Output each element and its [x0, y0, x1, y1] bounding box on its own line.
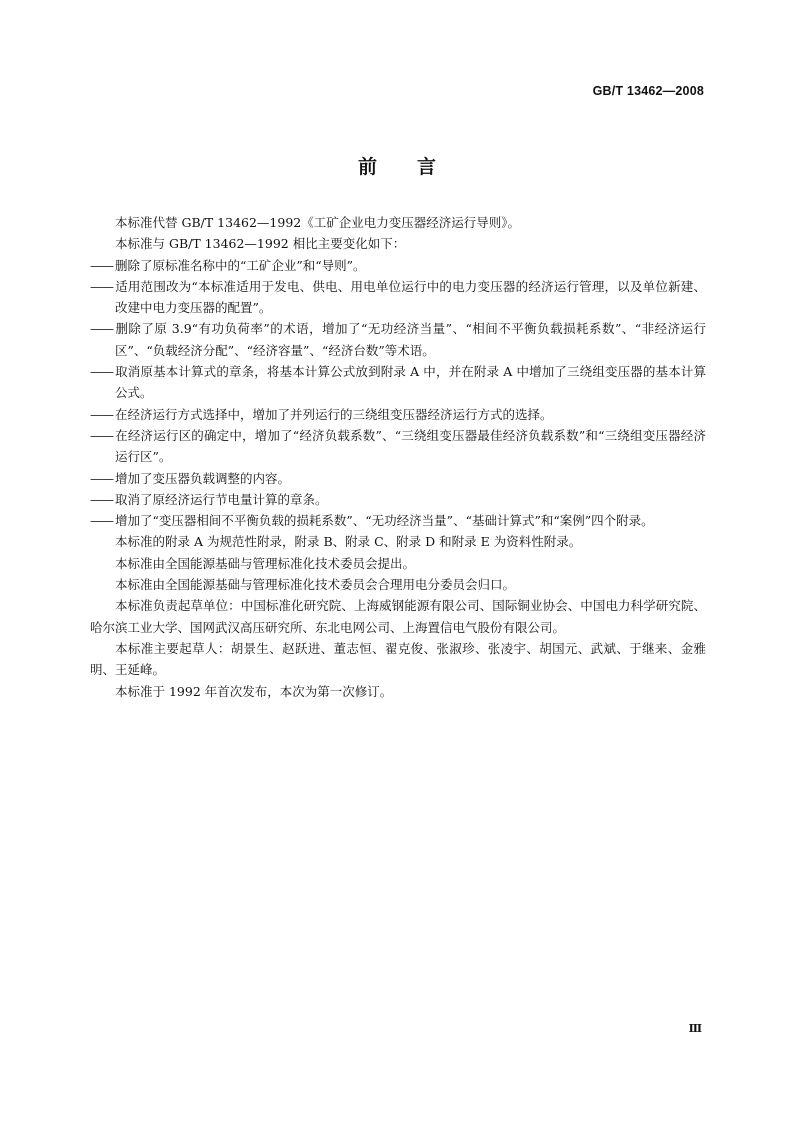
list-item-text: 删除了原 3.9“有功负荷率”的术语，增加了“无功经济当量”、“相间不平衡负载损耗系数”、“非经济运行区”、“负载经济分配”、“经济容量”、“经济台数”等术语。 [115, 321, 706, 358]
paragraph-history: 本标准于 1992 年首次发布，本次为第一次修订。 [115, 683, 393, 699]
list-item [90, 255, 706, 276]
paragraph-drafters: 本标准主要起草人：胡景生、赵跃进、董志恒、翟克俊、张淑珍、张凌宇、胡国元、武斌、于继来、金雅明、王延峰。 [90, 640, 706, 678]
list-item-text: 适用范围改为“本标准适用于发电、供电、用电单位运行中的电力变压器的经济运行管理，以及单位新建、改建中电力变压器的配置”。 [115, 278, 706, 316]
list-item [90, 361, 706, 404]
paragraph-changes-intro: 本标准与 GB/T 13462—1992 相比主要变化如下： [115, 236, 406, 252]
page-number: Ⅲ [688, 1022, 702, 1035]
list-item [90, 276, 706, 319]
paragraph-replaces: 本标准代替 GB/T 13462—1992《工矿企业电力变压器经济运行导则》。 [115, 215, 520, 230]
dash-marker: —— [90, 513, 113, 529]
standard-code: GB/T 13462—2008 [592, 84, 704, 98]
foreword-body [90, 212, 706, 702]
list-item [90, 510, 706, 531]
list-item [90, 318, 706, 361]
list-item [90, 425, 706, 468]
dash-marker: —— [90, 491, 113, 507]
list-item-text: 增加了“变压器相间不平衡负载的损耗系数”、“无功经济当量”、“基础计算式”和“案例”四个附录。 [115, 513, 654, 529]
list-item [90, 468, 706, 489]
dash-marker: —— [90, 257, 113, 273]
paragraph-drafting-units: 本标准负责起草单位：中国标准化研究院、上海威钢能源有限公司、国际铜业协会、中国电力科学研究院、哈尔滨工业大学、国网武汉高压研究所、东北电网公司、上海置信电气股份有限公司。 [90, 598, 706, 635]
paragraph-proposed-by: 本标准由全国能源基础与管理标准化技术委员会提出。 [115, 555, 416, 571]
dash-marker: —— [90, 364, 113, 380]
dash-marker: —— [90, 278, 113, 294]
list-item-text: 增加了变压器负载调整的内容。 [115, 470, 291, 486]
list-item-text: 取消了原经济运行节电量计算的章条。 [115, 491, 328, 507]
list-item [90, 404, 706, 425]
dash-marker: —— [90, 406, 113, 422]
dash-marker: —— [90, 321, 113, 337]
dash-marker: —— [90, 427, 113, 443]
paragraph-managed-by: 本标准由全国能源基础与管理标准化技术委员会合理用电分委员会归口。 [115, 577, 516, 593]
list-item-text: 取消原基本计算式的章条，将基本计算公式放到附录 A 中，并在附录 A 中增加了三绕组变压器的基本计算公式。 [115, 364, 706, 401]
page-title: 前言 [357, 156, 476, 178]
dash-marker: —— [90, 470, 113, 486]
list-item-text: 在经济运行区的确定中，增加了“经济负载系数”、“三绕组变压器最佳经济负载系数”和“三绕组变压器经济运行区”。 [115, 427, 706, 465]
list-item [90, 489, 706, 510]
list-item-text: 在经济运行方式选择中，增加了并列运行的三绕组变压器经济运行方式的选择。 [115, 406, 553, 422]
list-item-text: 删除了原标准名称中的“工矿企业”和“导则”。 [115, 257, 366, 273]
paragraph-annex-note: 本标准的附录 A 为规范性附录，附录 B、附录 C、附录 D 和附录 E 为资料性附录。 [115, 534, 582, 550]
